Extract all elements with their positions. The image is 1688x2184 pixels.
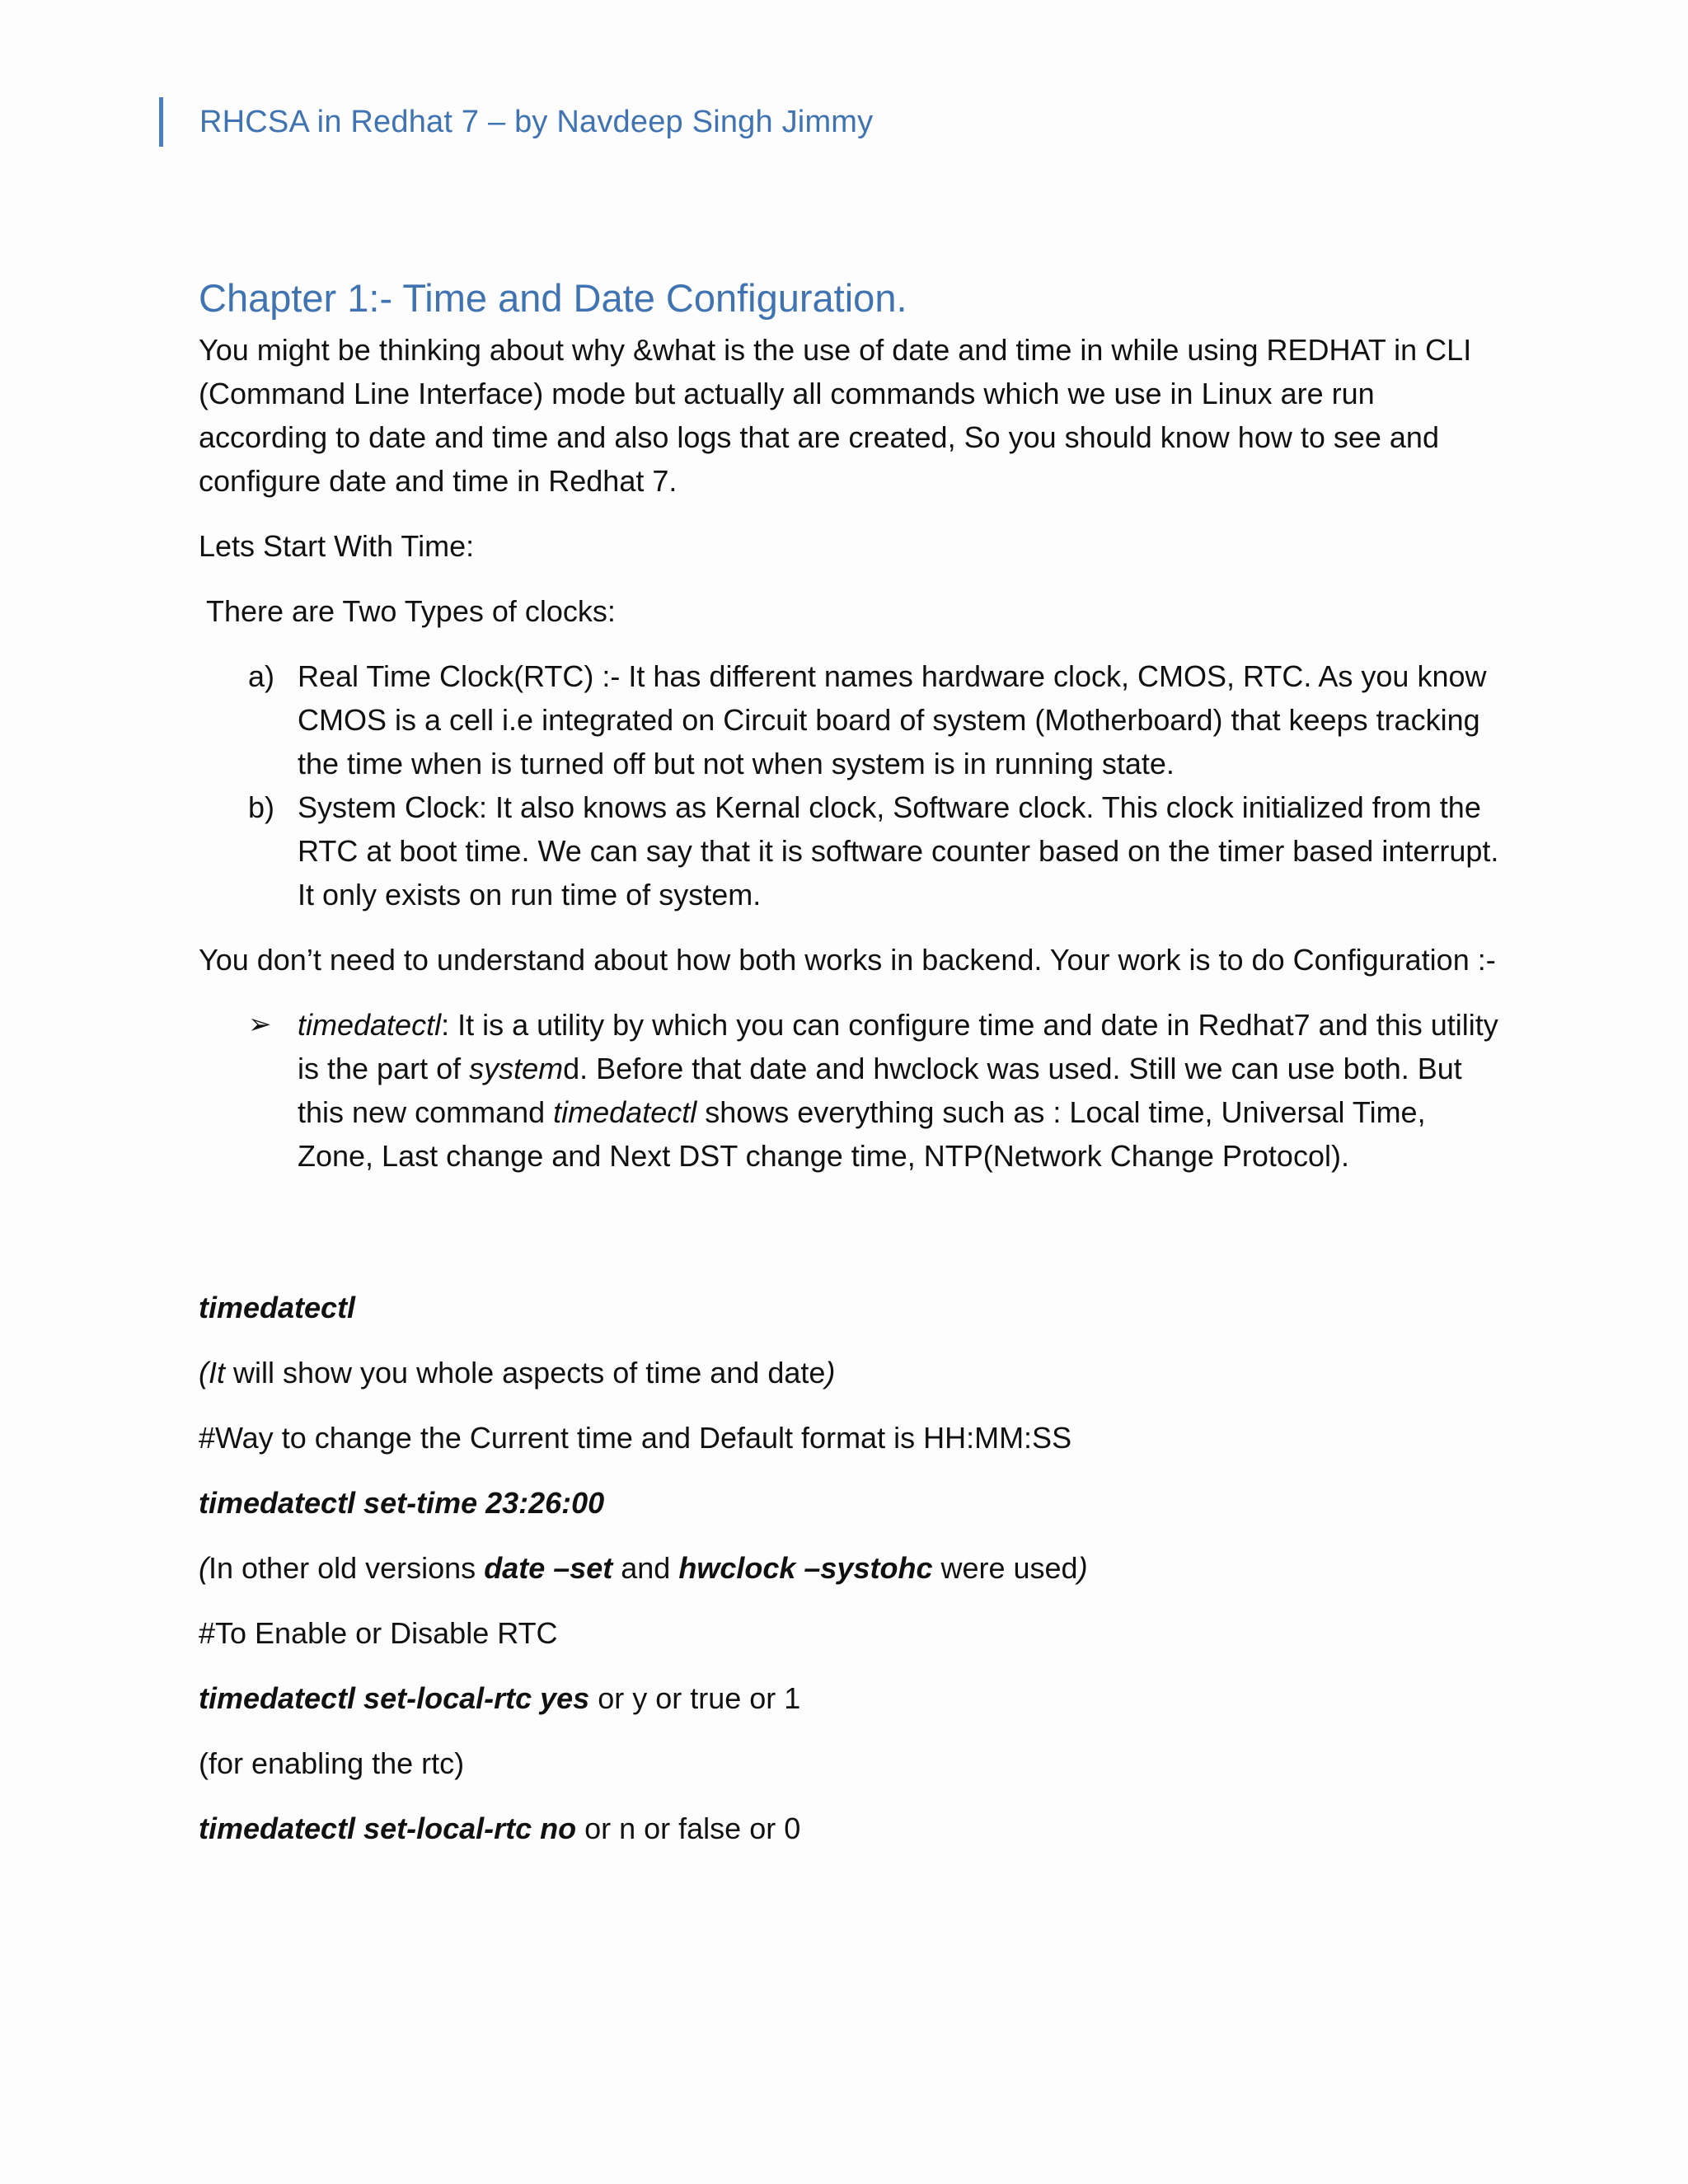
note-enabling-rtc: (for enabling the rtc) <box>199 1746 465 1780</box>
note-text: will show you whole aspects of time and date <box>225 1356 826 1390</box>
note-open-italic: (It <box>199 1356 225 1390</box>
note-close-paren: ) <box>1077 1551 1088 1585</box>
bullet-command-italic: timedatectl <box>553 1095 697 1129</box>
note-old-versions <box>199 1546 1501 1590</box>
spacer <box>199 1199 1501 1286</box>
dont-need-text: You don’t need to understand about how both works in backend. Your work is to do Configuration :- <box>199 943 1496 977</box>
list-item-text: System Clock: It also knows as Kernal clock, Software clock. This clock initialized from the RTC at boot time. We can say that it is software counter based on the timer based interrupt. It only exists on run time of system. <box>298 790 1499 912</box>
command-rtc-yes-options: or y or true or 1 <box>589 1681 801 1715</box>
note-command-hwclock: hwclock –systohc <box>678 1551 933 1585</box>
bullet-text-systemd-rest: d. Before that date and hwclock was used. Still we can use both. But this new command <box>298 1052 1462 1129</box>
two-types-text: There are Two Types of clocks: <box>206 594 616 628</box>
list-marker: b) <box>248 790 275 824</box>
chapter-title: Chapter 1:- Time and Date Configuration. <box>199 276 907 320</box>
document-body <box>199 272 1501 1872</box>
list-item <box>199 654 1501 785</box>
note-close-italic: ) <box>825 1356 836 1390</box>
bullet-text-part2: shows everything such as : Local time, Universal Time, Zone, Last change and Next DST change time, NTP(Network Change Protocol). <box>298 1095 1426 1173</box>
bullet-text-part1: : It is a utility by which you can configure time and date in Redhat7 and this utility is the part of <box>298 1008 1498 1085</box>
command-timedatectl: timedatectl <box>199 1291 356 1324</box>
bullet-systemd-italic: system <box>469 1052 564 1085</box>
note-text-a: In other old versions <box>209 1551 485 1585</box>
lets-start-text: Lets Start With Time: <box>199 529 475 563</box>
bullet-term: timedatectl <box>298 1008 442 1042</box>
note-whole-aspects <box>199 1351 1501 1394</box>
heading-enable-rtc: #To Enable or Disable RTC <box>199 1616 558 1650</box>
list-item <box>199 785 1501 916</box>
command-set-time: timedatectl set-time 23:26:00 <box>199 1486 605 1520</box>
page-header <box>159 97 873 147</box>
command-rtc-no: timedatectl set-local-rtc no <box>199 1811 577 1845</box>
arrow-bullet-icon: ➢ <box>248 1009 272 1040</box>
command-rtc-yes-line <box>199 1676 1501 1720</box>
note-open-paren: ( <box>199 1551 209 1585</box>
bullet-list <box>199 1003 1501 1178</box>
command-rtc-yes: timedatectl set-local-rtc yes <box>199 1681 590 1715</box>
list-item <box>199 1003 1501 1178</box>
list-marker: a) <box>248 659 275 693</box>
list-item-text: Real Time Clock(RTC) :- It has different names hardware clock, CMOS, RTC. As you know CMOS is a cell i.e integrated on Circuit board of system (Motherboard) that keeps tracking the time when is turned off but not when system is in running state. <box>298 659 1487 780</box>
clock-types-list <box>199 654 1501 916</box>
heading-change-time: #Way to change the Current time and Default format is HH:MM:SS <box>199 1421 1072 1455</box>
note-command-date: date –set <box>484 1551 613 1585</box>
intro-paragraph: You might be thinking about why &what is the use of date and time in while using REDHAT in CLI (Command Line Interface) mode but actually all commands which we use in Linux are run according to date and time and also logs that are created, So you should know how to see and configure date and time in Redhat 7. <box>199 333 1472 498</box>
header-title: RHCSA in Redhat 7 – by Navdeep Singh Jimmy <box>199 104 874 139</box>
note-text-b: and <box>612 1551 679 1585</box>
command-rtc-no-options: or n or false or 0 <box>576 1811 801 1845</box>
header-accent-bar <box>159 97 163 147</box>
command-rtc-no-line <box>199 1807 1501 1850</box>
note-text-c: were used <box>932 1551 1078 1585</box>
